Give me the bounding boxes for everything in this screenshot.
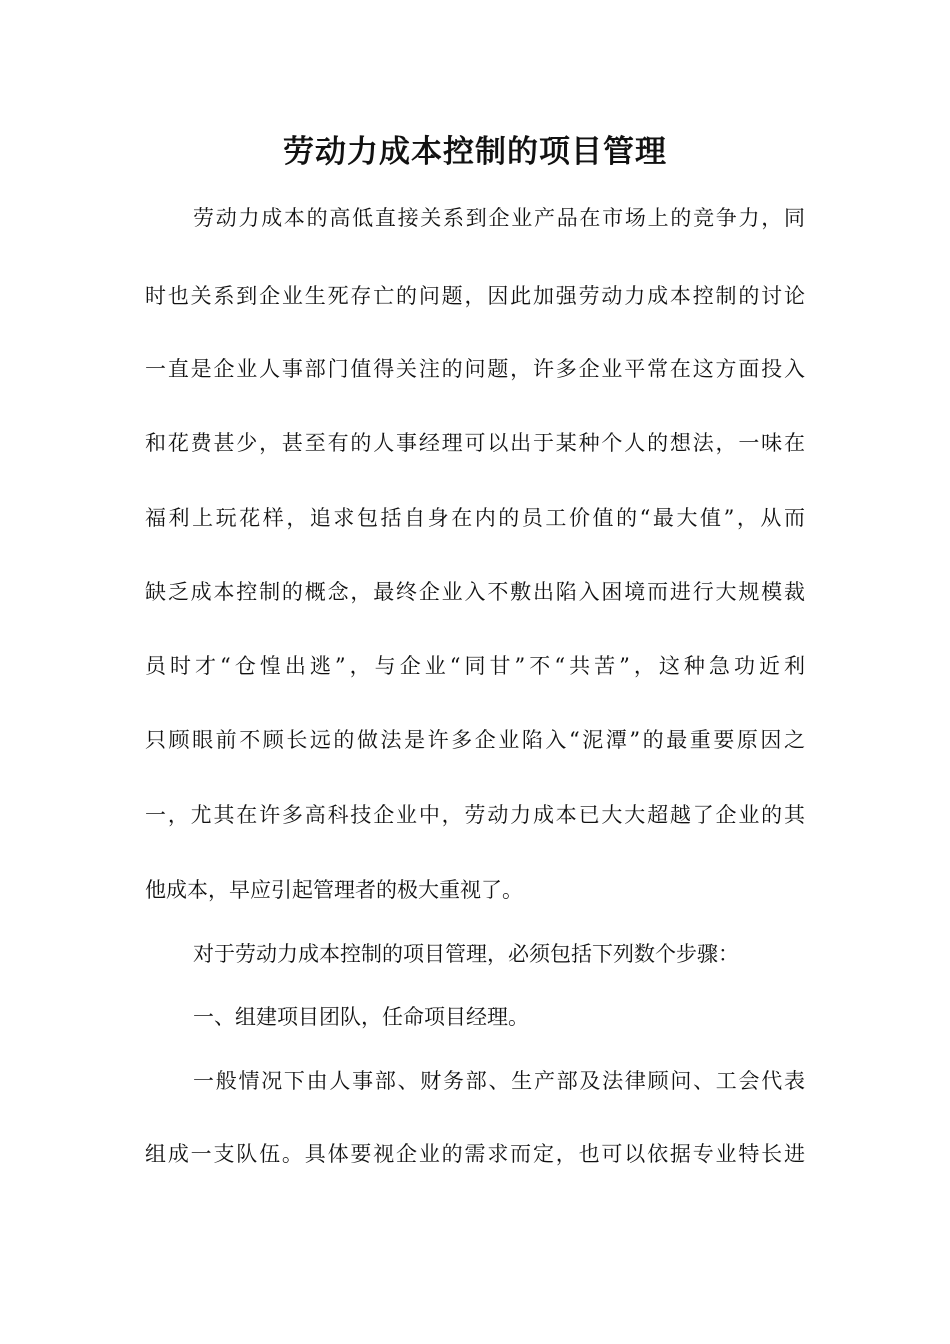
paragraph-line: 对于劳动力成本控制的项目管理，必须包括下列数个步骤： [193, 942, 739, 966]
document-title: 劳动力成本控制的项目管理 [283, 134, 667, 170]
paragraph-line: 只顾眼前不顾长远的做法是许多企业陷入“泥潭”的最重要原因之 [145, 728, 805, 752]
paragraph-line: 福利上玩花样，追求包括自身在内的员工价值的“最大值”，从而 [145, 506, 805, 530]
paragraph-line: 一直是企业人事部门值得关注的问题，许多企业平常在这方面投入 [145, 357, 805, 381]
paragraph-line: 和花费甚少，甚至有的人事经理可以出于某种个人的想法，一味在 [145, 431, 805, 455]
paragraph-line: 缺乏成本控制的概念，最终企业入不敷出陷入困境而进行大规模裁 [145, 580, 805, 604]
paragraph-line: 劳动力成本的高低直接关系到企业产品在市场上的竞争力，同 [193, 206, 805, 230]
paragraph-line: 一，尤其在许多高科技企业中，劳动力成本已大大超越了企业的其 [145, 803, 805, 827]
paragraph-line: 他成本，早应引起管理者的极大重视了。 [145, 878, 523, 902]
paragraph-line: 员时才“仓惶出逃”，与企业“同甘”不“共苦”，这种急功近利 [145, 654, 805, 678]
paragraph-line: 组成一支队伍。具体要视企业的需求而定，也可以依据专业特长进 [145, 1142, 805, 1166]
section-heading: 一、组建项目团队，任命项目经理。 [193, 1005, 529, 1029]
paragraph-line: 时也关系到企业生死存亡的问题，因此加强劳动力成本控制的讨论 [145, 284, 805, 308]
paragraph-line: 一般情况下由人事部、财务部、生产部及法律顾问、工会代表 [193, 1069, 805, 1093]
